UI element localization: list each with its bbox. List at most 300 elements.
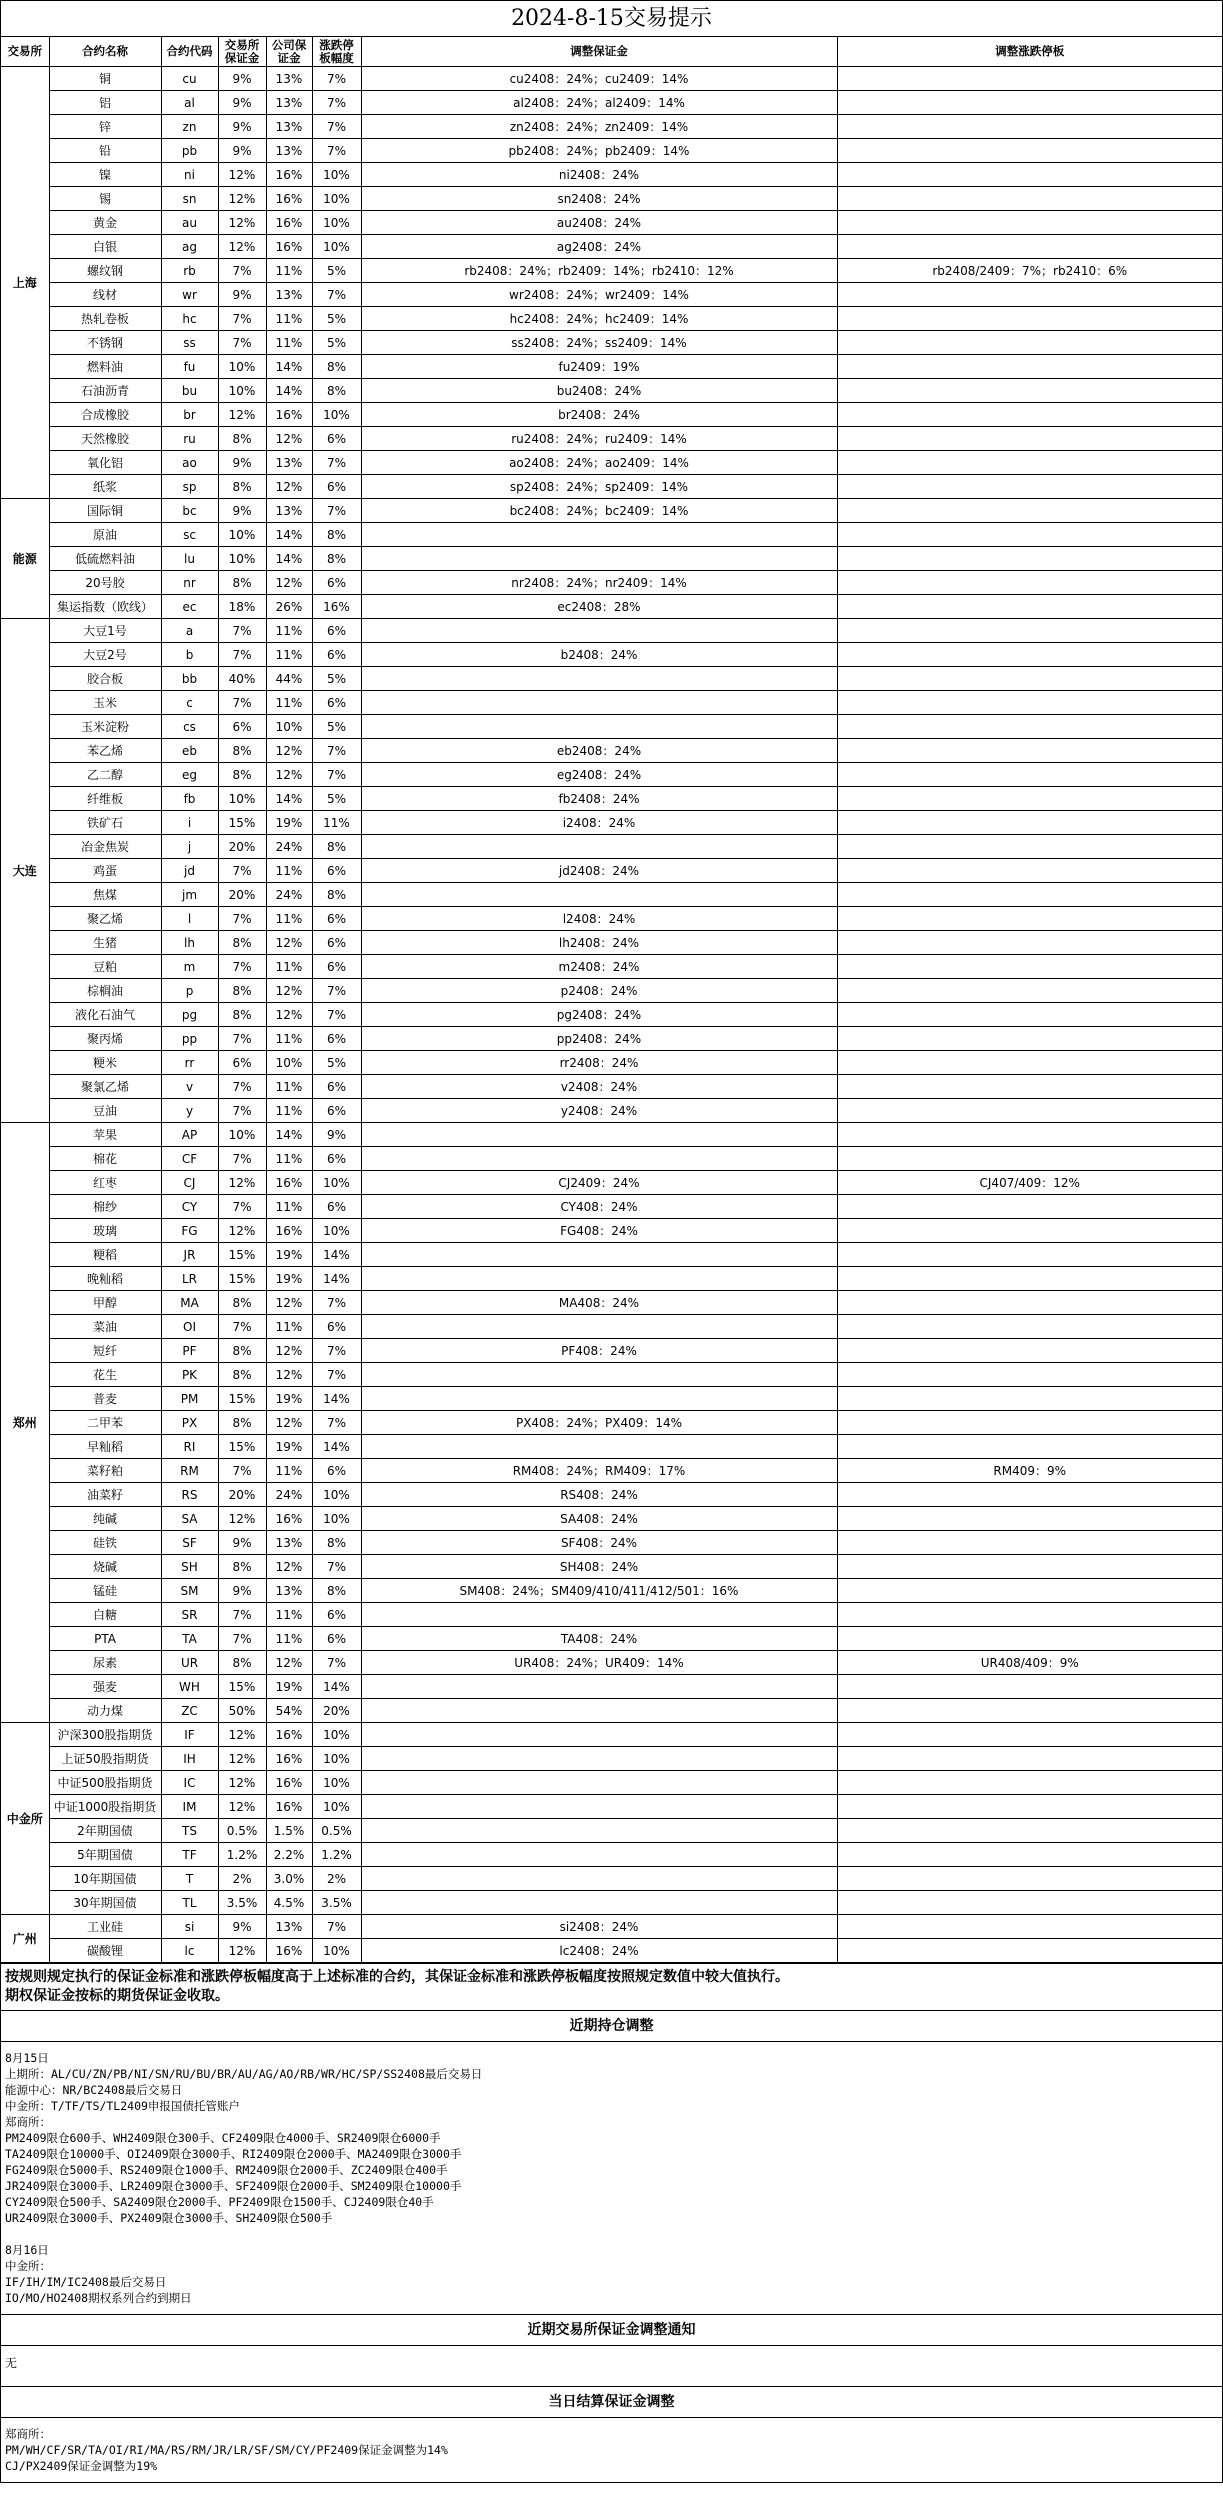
company-margin-cell: 19%: [266, 1435, 312, 1459]
contract-code-cell: SH: [161, 1555, 218, 1579]
exchange-margin-cell: 10%: [218, 547, 266, 571]
exchange-margin-cell: 8%: [218, 1411, 266, 1435]
adjusted-limit-cell: [837, 1435, 1222, 1459]
table-row: [1, 667, 1222, 691]
adjusted-limit-cell: [837, 427, 1222, 451]
adjusted-limit-cell: [837, 1915, 1222, 1939]
contract-name-cell: 国际铜: [49, 499, 161, 523]
adjusted-margin-cell: [361, 523, 837, 547]
contract-name-cell: 油菜籽: [49, 1483, 161, 1507]
adjusted-margin-cell: fb2408：24%: [361, 787, 837, 811]
contract-code-cell: pp: [161, 1027, 218, 1051]
exchange-margin-cell: 7%: [218, 1627, 266, 1651]
exchange-margin-cell: 12%: [218, 1507, 266, 1531]
table-row: [1, 1915, 1222, 1939]
exchange-cell: 郑州: [1, 1123, 49, 1723]
contract-code-cell: UR: [161, 1651, 218, 1675]
contract-name-cell: 集运指数（欧线）: [49, 595, 161, 619]
company-margin-cell: 11%: [266, 1627, 312, 1651]
contract-name-cell: 纸浆: [49, 475, 161, 499]
adjusted-margin-cell: PF408：24%: [361, 1339, 837, 1363]
limit-cell: 14%: [312, 1267, 361, 1291]
limit-cell: 7%: [312, 1003, 361, 1027]
exchange-margin-cell: 9%: [218, 1579, 266, 1603]
contract-code-cell: SA: [161, 1507, 218, 1531]
company-margin-cell: 14%: [266, 355, 312, 379]
limit-cell: 7%: [312, 739, 361, 763]
limit-cell: 8%: [312, 547, 361, 571]
contract-code-cell: pg: [161, 1003, 218, 1027]
exchange-margin-cell: 12%: [218, 1939, 266, 1963]
adjusted-limit-cell: [837, 379, 1222, 403]
table-row: [1, 1243, 1222, 1267]
company-margin-cell: 12%: [266, 1555, 312, 1579]
exchange-cell: 能源: [1, 499, 49, 619]
exchange-margin-cell: 7%: [218, 643, 266, 667]
adjusted-limit-cell: [837, 235, 1222, 259]
contract-name-cell: 苯乙烯: [49, 739, 161, 763]
rule-note: [1, 1963, 1222, 2010]
contract-name-cell: 工业硅: [49, 1915, 161, 1939]
contract-code-cell: fu: [161, 355, 218, 379]
table-row: [1, 331, 1222, 355]
adjusted-margin-cell: wr2408：24%；wr2409：14%: [361, 283, 837, 307]
limit-cell: 10%: [312, 1723, 361, 1747]
limit-cell: 10%: [312, 1747, 361, 1771]
limit-cell: 14%: [312, 1387, 361, 1411]
limit-cell: 10%: [312, 163, 361, 187]
adjusted-limit-cell: [837, 1339, 1222, 1363]
contract-name-cell: 2年期国债: [49, 1819, 161, 1843]
limit-cell: 6%: [312, 1075, 361, 1099]
header-adjusted-margin: 调整保证金: [361, 37, 837, 67]
limit-cell: 6%: [312, 1099, 361, 1123]
limit-cell: 7%: [312, 1291, 361, 1315]
adjusted-margin-cell: bu2408：24%: [361, 379, 837, 403]
exchange-margin-cell: 7%: [218, 1075, 266, 1099]
adjusted-limit-cell: [837, 1411, 1222, 1435]
limit-cell: 7%: [312, 979, 361, 1003]
table-row: [1, 91, 1222, 115]
adjusted-limit-cell: [837, 1555, 1222, 1579]
limit-cell: 10%: [312, 187, 361, 211]
limit-cell: 10%: [312, 1795, 361, 1819]
table-row: [1, 1147, 1222, 1171]
exchange-margin-cell: 7%: [218, 331, 266, 355]
limit-cell: 7%: [312, 283, 361, 307]
table-row: [1, 1267, 1222, 1291]
limit-cell: 5%: [312, 331, 361, 355]
contract-code-cell: PK: [161, 1363, 218, 1387]
table-row: [1, 451, 1222, 475]
contract-code-cell: RS: [161, 1483, 218, 1507]
contract-code-cell: jd: [161, 859, 218, 883]
exchange-margin-cell: 15%: [218, 1387, 266, 1411]
adjusted-limit-cell: [837, 163, 1222, 187]
contract-code-cell: LR: [161, 1267, 218, 1291]
adjusted-margin-cell: [361, 715, 837, 739]
company-margin-cell: 16%: [266, 1747, 312, 1771]
contract-code-cell: bu: [161, 379, 218, 403]
limit-cell: 7%: [312, 67, 361, 91]
contract-name-cell: 大豆1号: [49, 619, 161, 643]
exchange-cell: 中金所: [1, 1723, 49, 1915]
table-row: [1, 259, 1222, 283]
contract-name-cell: 石油沥青: [49, 379, 161, 403]
contract-name-cell: 尿素: [49, 1651, 161, 1675]
adjusted-limit-cell: [837, 187, 1222, 211]
company-margin-cell: 10%: [266, 715, 312, 739]
company-margin-cell: 13%: [266, 67, 312, 91]
contract-name-cell: 10年期国债: [49, 1867, 161, 1891]
adjusted-limit-cell: [837, 1219, 1222, 1243]
limit-cell: 11%: [312, 811, 361, 835]
limit-cell: 8%: [312, 835, 361, 859]
limit-cell: 7%: [312, 115, 361, 139]
table-row: [1, 163, 1222, 187]
exchange-margin-cell: 7%: [218, 1315, 266, 1339]
table-header-row: [1, 37, 1222, 67]
company-margin-cell: 13%: [266, 283, 312, 307]
adjusted-limit-cell: [837, 811, 1222, 835]
adjusted-margin-cell: [361, 1819, 837, 1843]
exchange-margin-cell: 50%: [218, 1699, 266, 1723]
limit-cell: 8%: [312, 523, 361, 547]
adjusted-limit-cell: [837, 331, 1222, 355]
exchange-margin-cell: 1.2%: [218, 1843, 266, 1867]
table-row: [1, 595, 1222, 619]
table-row: [1, 1867, 1222, 1891]
adjusted-margin-cell: [361, 1699, 837, 1723]
exchange-margin-cell: 9%: [218, 67, 266, 91]
adjusted-margin-cell: CJ2409：24%: [361, 1171, 837, 1195]
contract-code-cell: cs: [161, 715, 218, 739]
adjusted-limit-cell: [837, 1123, 1222, 1147]
exchange-margin-cell: 8%: [218, 1363, 266, 1387]
adjusted-margin-cell: TA408：24%: [361, 1627, 837, 1651]
table-row: [1, 1051, 1222, 1075]
adjusted-margin-cell: eg2408：24%: [361, 763, 837, 787]
exchange-margin-cell: 15%: [218, 1675, 266, 1699]
table-row: [1, 1723, 1222, 1747]
table-body: [1, 67, 1222, 1963]
adjusted-margin-cell: [361, 1243, 837, 1267]
exchange-margin-cell: 8%: [218, 931, 266, 955]
exchange-margin-cell: 40%: [218, 667, 266, 691]
adjusted-margin-cell: br2408：24%: [361, 403, 837, 427]
adjusted-limit-cell: [837, 1243, 1222, 1267]
adjusted-limit-cell: [837, 1291, 1222, 1315]
table-row: [1, 499, 1222, 523]
adjusted-margin-cell: rr2408：24%: [361, 1051, 837, 1075]
contract-name-cell: 线材: [49, 283, 161, 307]
contract-name-cell: 聚丙烯: [49, 1027, 161, 1051]
table-row: [1, 427, 1222, 451]
table-row: [1, 1507, 1222, 1531]
contract-code-cell: CF: [161, 1147, 218, 1171]
contract-name-cell: 普麦: [49, 1387, 161, 1411]
company-margin-cell: 12%: [266, 571, 312, 595]
adjusted-margin-cell: [361, 1795, 837, 1819]
table-row: [1, 1411, 1222, 1435]
limit-cell: 8%: [312, 379, 361, 403]
adjusted-margin-cell: [361, 1387, 837, 1411]
contract-name-cell: 短纤: [49, 1339, 161, 1363]
adjusted-limit-cell: [837, 283, 1222, 307]
contract-code-cell: ru: [161, 427, 218, 451]
exchange-margin-cell: 12%: [218, 1771, 266, 1795]
contract-name-cell: 强麦: [49, 1675, 161, 1699]
table-row: [1, 379, 1222, 403]
adjusted-limit-cell: [837, 1267, 1222, 1291]
company-margin-cell: 13%: [266, 139, 312, 163]
adjusted-limit-cell: [837, 1699, 1222, 1723]
exchange-margin-cell: 20%: [218, 1483, 266, 1507]
contract-code-cell: si: [161, 1915, 218, 1939]
company-margin-cell: 19%: [266, 1267, 312, 1291]
contract-name-cell: 焦煤: [49, 883, 161, 907]
limit-cell: 10%: [312, 1771, 361, 1795]
company-margin-cell: 44%: [266, 667, 312, 691]
exchange-margin-cell: 10%: [218, 355, 266, 379]
exchange-margin-cell: 9%: [218, 1915, 266, 1939]
adjusted-limit-cell: [837, 1867, 1222, 1891]
contract-code-cell: lc: [161, 1939, 218, 1963]
adjusted-limit-cell: [837, 1603, 1222, 1627]
contract-code-cell: hc: [161, 307, 218, 331]
contract-name-cell: 碳酸锂: [49, 1939, 161, 1963]
table-row: [1, 979, 1222, 1003]
exchange-margin-cell: 6%: [218, 1051, 266, 1075]
adjusted-limit-cell: [837, 1819, 1222, 1843]
adjusted-limit-cell: [837, 835, 1222, 859]
company-margin-cell: 13%: [266, 115, 312, 139]
limit-cell: 7%: [312, 763, 361, 787]
table-row: [1, 403, 1222, 427]
adjusted-limit-cell: [837, 619, 1222, 643]
contract-name-cell: 菜油: [49, 1315, 161, 1339]
company-margin-cell: 11%: [266, 691, 312, 715]
contract-code-cell: nr: [161, 571, 218, 595]
rule-note-line-1: 按规则规定执行的保证金标准和涨跌停板幅度高于上述标准的合约，其保证金标准和涨跌停板幅度按照规定数值中较大值执行。: [5, 1969, 789, 1985]
adjusted-margin-cell: pp2408：24%: [361, 1027, 837, 1051]
exchange-margin-cell: 20%: [218, 883, 266, 907]
company-margin-cell: 16%: [266, 1795, 312, 1819]
limit-cell: 6%: [312, 427, 361, 451]
contract-code-cell: p: [161, 979, 218, 1003]
adjusted-limit-cell: [837, 1051, 1222, 1075]
contract-name-cell: 螺纹钢: [49, 259, 161, 283]
limit-cell: 8%: [312, 883, 361, 907]
adjusted-margin-cell: [361, 667, 837, 691]
adjusted-margin-cell: ao2408：24%；ao2409：14%: [361, 451, 837, 475]
table-row: [1, 1099, 1222, 1123]
contract-name-cell: 燃料油: [49, 355, 161, 379]
adjusted-limit-cell: [837, 115, 1222, 139]
limit-cell: 7%: [312, 499, 361, 523]
adjusted-limit-cell: CJ407/409：12%: [837, 1171, 1222, 1195]
contract-name-cell: 菜籽粕: [49, 1459, 161, 1483]
contract-code-cell: CJ: [161, 1171, 218, 1195]
table-row: [1, 643, 1222, 667]
exchange-margin-cell: 15%: [218, 811, 266, 835]
contract-code-cell: fb: [161, 787, 218, 811]
adjusted-margin-cell: pb2408：24%；pb2409：14%: [361, 139, 837, 163]
adjusted-margin-cell: sn2408：24%: [361, 187, 837, 211]
exchange-margin-cell: 10%: [218, 1123, 266, 1147]
company-margin-cell: 11%: [266, 1027, 312, 1051]
contract-name-cell: 铜: [49, 67, 161, 91]
adjusted-margin-cell: [361, 1843, 837, 1867]
exchange-notice-text: 无: [5, 2356, 18, 2370]
company-margin-cell: 24%: [266, 883, 312, 907]
table-row: [1, 859, 1222, 883]
adjusted-limit-cell: [837, 307, 1222, 331]
adjusted-margin-cell: SF408：24%: [361, 1531, 837, 1555]
contract-code-cell: eb: [161, 739, 218, 763]
adjusted-margin-cell: ag2408：24%: [361, 235, 837, 259]
company-margin-cell: 12%: [266, 1003, 312, 1027]
company-margin-cell: 12%: [266, 931, 312, 955]
adjusted-margin-cell: RM408：24%；RM409：17%: [361, 1459, 837, 1483]
contract-name-cell: 晚籼稻: [49, 1267, 161, 1291]
company-margin-cell: 11%: [266, 331, 312, 355]
limit-cell: 10%: [312, 1507, 361, 1531]
company-margin-cell: 16%: [266, 1219, 312, 1243]
adjusted-limit-cell: [837, 667, 1222, 691]
adjusted-margin-cell: [361, 547, 837, 571]
company-margin-cell: 13%: [266, 1531, 312, 1555]
exchange-margin-cell: 12%: [218, 403, 266, 427]
limit-cell: 8%: [312, 1531, 361, 1555]
table-row: [1, 187, 1222, 211]
company-margin-cell: 16%: [266, 1771, 312, 1795]
limit-cell: 9%: [312, 1123, 361, 1147]
header-contract-code: 合约代码: [161, 37, 218, 67]
contract-name-cell: 铅: [49, 139, 161, 163]
table-row: [1, 1747, 1222, 1771]
exchange-margin-cell: 12%: [218, 1747, 266, 1771]
adjusted-limit-cell: [837, 1939, 1222, 1963]
margin-table: [1, 37, 1222, 1963]
exchange-margin-cell: 8%: [218, 1291, 266, 1315]
contract-name-cell: 苹果: [49, 1123, 161, 1147]
contract-code-cell: i: [161, 811, 218, 835]
contract-name-cell: 锰硅: [49, 1579, 161, 1603]
contract-name-cell: 早籼稻: [49, 1435, 161, 1459]
adjusted-limit-cell: [837, 1483, 1222, 1507]
contract-name-cell: 大豆2号: [49, 643, 161, 667]
company-margin-cell: 12%: [266, 739, 312, 763]
adjusted-margin-cell: SH408：24%: [361, 1555, 837, 1579]
contract-code-cell: ni: [161, 163, 218, 187]
adjusted-margin-cell: CY408：24%: [361, 1195, 837, 1219]
contract-code-cell: sp: [161, 475, 218, 499]
adjusted-limit-cell: [837, 883, 1222, 907]
adjusted-margin-cell: al2408：24%；al2409：14%: [361, 91, 837, 115]
table-row: [1, 307, 1222, 331]
contract-code-cell: PM: [161, 1387, 218, 1411]
adjusted-limit-cell: [837, 955, 1222, 979]
adjusted-margin-cell: MA408：24%: [361, 1291, 837, 1315]
company-margin-cell: 19%: [266, 1387, 312, 1411]
exchange-margin-cell: 6%: [218, 715, 266, 739]
exchange-margin-cell: 10%: [218, 787, 266, 811]
contract-name-cell: 原油: [49, 523, 161, 547]
company-margin-cell: 26%: [266, 595, 312, 619]
company-margin-cell: 12%: [266, 475, 312, 499]
limit-cell: 7%: [312, 1339, 361, 1363]
page-title: 2024-8-15交易提示: [1, 1, 1222, 37]
adjusted-limit-cell: [837, 1099, 1222, 1123]
table-row: [1, 67, 1222, 91]
adjusted-limit-cell: [837, 1147, 1222, 1171]
exchange-margin-cell: 7%: [218, 1027, 266, 1051]
company-margin-cell: 13%: [266, 1915, 312, 1939]
company-margin-cell: 12%: [266, 427, 312, 451]
adjusted-limit-cell: [837, 1723, 1222, 1747]
adjusted-margin-cell: ec2408：28%: [361, 595, 837, 619]
contract-code-cell: bb: [161, 667, 218, 691]
adjusted-margin-cell: sp2408：24%；sp2409：14%: [361, 475, 837, 499]
limit-cell: 5%: [312, 787, 361, 811]
adjusted-margin-cell: au2408：24%: [361, 211, 837, 235]
exchange-margin-cell: 8%: [218, 475, 266, 499]
contract-code-cell: WH: [161, 1675, 218, 1699]
company-margin-cell: 16%: [266, 1939, 312, 1963]
table-row: [1, 691, 1222, 715]
adjusted-margin-cell: RS408：24%: [361, 1483, 837, 1507]
table-row: [1, 1795, 1222, 1819]
limit-cell: 14%: [312, 1243, 361, 1267]
contract-name-cell: 动力煤: [49, 1699, 161, 1723]
adjusted-margin-cell: lc2408：24%: [361, 1939, 837, 1963]
contract-name-cell: 玉米淀粉: [49, 715, 161, 739]
contract-name-cell: 红枣: [49, 1171, 161, 1195]
company-margin-cell: 12%: [266, 1651, 312, 1675]
contract-code-cell: rr: [161, 1051, 218, 1075]
limit-cell: 7%: [312, 1555, 361, 1579]
limit-cell: 7%: [312, 1411, 361, 1435]
adjusted-limit-cell: [837, 715, 1222, 739]
contract-name-cell: 液化石油气: [49, 1003, 161, 1027]
contract-name-cell: 锡: [49, 187, 161, 211]
contract-name-cell: 硅铁: [49, 1531, 161, 1555]
contract-name-cell: 花生: [49, 1363, 161, 1387]
company-margin-cell: 11%: [266, 307, 312, 331]
exchange-margin-cell: 8%: [218, 1555, 266, 1579]
adjusted-limit-cell: [837, 547, 1222, 571]
adjusted-limit-cell: [837, 1075, 1222, 1099]
limit-cell: 6%: [312, 643, 361, 667]
company-margin-cell: 11%: [266, 859, 312, 883]
contract-code-cell: TS: [161, 1819, 218, 1843]
table-row: [1, 1291, 1222, 1315]
table-row: [1, 475, 1222, 499]
contract-code-cell: eg: [161, 763, 218, 787]
adjusted-limit-cell: [837, 907, 1222, 931]
adjusted-margin-cell: l2408：24%: [361, 907, 837, 931]
contract-code-cell: CY: [161, 1195, 218, 1219]
table-row: [1, 739, 1222, 763]
table-row: [1, 1195, 1222, 1219]
contract-code-cell: MA: [161, 1291, 218, 1315]
exchange-margin-cell: 7%: [218, 1195, 266, 1219]
company-margin-cell: 24%: [266, 1483, 312, 1507]
limit-cell: 6%: [312, 1027, 361, 1051]
company-margin-cell: 12%: [266, 1363, 312, 1387]
adjusted-limit-cell: [837, 1027, 1222, 1051]
